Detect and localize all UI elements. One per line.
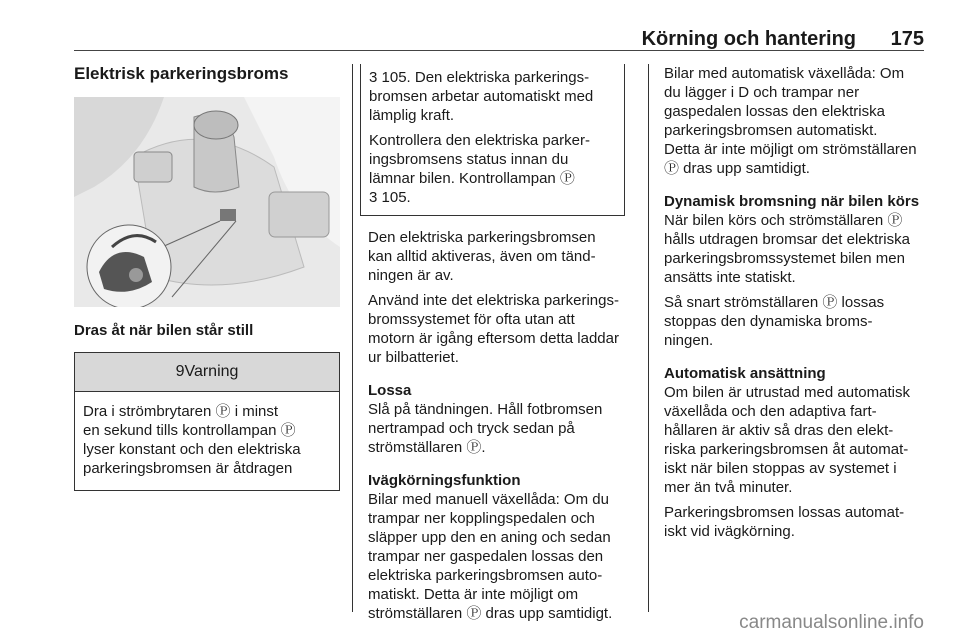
text-line: nertrampad och tryck sedan på (368, 420, 575, 437)
column-3 (664, 64, 926, 547)
section-dynamisk-bromsning (664, 192, 926, 350)
text-line: När bilen körs och strömställaren Ⓟ (664, 212, 903, 229)
subsection-heading: Automatisk ansättning (664, 365, 826, 382)
header-rule (74, 50, 924, 51)
text-line: motorn är igång eftersom detta laddar (368, 330, 619, 347)
section-lossa (368, 381, 632, 457)
note-line: ingsbromsens status innan du (369, 151, 569, 168)
text-line: mer än två minuter. (664, 479, 793, 496)
text-line: gaspedalen lossas den elektriska (664, 103, 885, 120)
text-line: trampar ner gaspedalen lossas den (368, 548, 604, 565)
text-line: Detta är inte möjligt om strömställaren (664, 141, 917, 158)
text-line: elektriska parkeringsbromsen auto- (368, 567, 603, 584)
warning-header (75, 353, 339, 392)
paragraph (664, 383, 926, 497)
column-2 (368, 66, 632, 629)
warning-line: en sekund tills kontrollampan Ⓟ (83, 422, 296, 439)
paragraph (368, 291, 632, 367)
note-line: lämnar bilen. Kontrollampan Ⓟ (369, 170, 575, 187)
note-line: 3 105. (369, 189, 411, 206)
text-line: hålls utdragen bromsar det elektriska (664, 231, 910, 248)
text-line: Parkeringsbromsen lossas automat- (664, 504, 905, 521)
column-divider-2 (648, 64, 649, 612)
text-line: Bilar med manuell växellåda: Om du (368, 491, 609, 508)
section-automatisk-ansattning (664, 364, 926, 541)
note-line: Kontrollera den elektriska parker- (369, 132, 590, 149)
page-header-title: Körning och hantering (641, 28, 856, 50)
text-line: strömställaren Ⓟ dras upp samtidigt. (368, 605, 613, 622)
section-ivagkorning (368, 471, 632, 623)
note-line: 3 105. Den elektriska parkerings- (369, 69, 590, 86)
parking-brake-illustration (74, 97, 340, 307)
text-line: matiskt. Detta är inte möjligt om (368, 586, 579, 603)
subsection-heading: Ivägkörningsfunktion (368, 472, 521, 489)
paragraph (368, 400, 632, 457)
paragraph (664, 293, 926, 350)
paragraph (664, 503, 926, 541)
text-line: Så snart strömställaren Ⓟ lossas (664, 294, 885, 311)
note-line: bromsen arbetar automatiskt med (369, 88, 594, 105)
text-line: växellåda och den adaptiva fart- (664, 403, 877, 420)
figure-caption: Dras åt när bilen står still (74, 322, 254, 339)
paragraph (368, 228, 632, 285)
warning-body (75, 392, 339, 490)
warning-label: Varning (184, 363, 239, 380)
column-1 (74, 64, 340, 491)
text-line: släpper upp den en aning och sedan (368, 529, 611, 546)
paragraph (368, 490, 632, 623)
text-line: hållaren är aktiv så dras den elekt- (664, 422, 894, 439)
text-line: Den elektriska parkeringsbromsen (368, 229, 596, 246)
text-line: Ⓟ dras upp samtidigt. (664, 160, 810, 177)
text-line: stoppas den dynamiska broms- (664, 313, 873, 330)
note-line: lämplig kraft. (369, 107, 455, 124)
text-line: ningen. (664, 332, 714, 349)
text-line: bromssystemet för ofta utan att (368, 311, 575, 328)
section-heading: Elektrisk parkeringsbroms (74, 64, 289, 83)
page-number: 175 (890, 28, 924, 50)
text-line: du lägger i D och trampar ner (664, 84, 860, 101)
text-line: ningen är av. (368, 267, 454, 284)
text-line: parkeringsbromssystemet bilen men (664, 250, 905, 267)
text-line: Om bilen är utrustad med automatisk (664, 384, 910, 401)
text-line: Slå på tändningen. Håll fotbromsen (368, 401, 603, 418)
paragraph (664, 64, 926, 178)
text-line: iskt när bilen stoppas av systemet i (664, 460, 897, 477)
subsection-heading: Lossa (368, 382, 412, 399)
text-line: trampar ner kopplingspedalen och (368, 510, 595, 527)
text-line: parkeringsbromsen automatiskt. (664, 122, 878, 139)
text-line: ansätts inte statiskt. (664, 269, 796, 286)
text-line: kan alltid aktiveras, även om tänd- (368, 248, 596, 265)
warning-continuation-box (360, 64, 625, 216)
text-line: strömställaren Ⓟ. (368, 439, 486, 456)
column-divider-1 (352, 64, 353, 612)
warning-line: Dra i strömbrytaren Ⓟ i minst (83, 403, 279, 420)
text-line: Bilar med automatisk växellåda: Om (664, 65, 905, 82)
text-line: ur bilbatteriet. (368, 349, 459, 366)
warning-line: lyser konstant och den elektriska (83, 441, 301, 458)
warning-line: parkeringsbromsen är åtdragen (83, 460, 293, 477)
text-line: riska parkeringsbromsen åt automat- (664, 441, 909, 458)
text-line: Använd inte det elektriska parkerings- (368, 292, 619, 309)
paragraph (664, 211, 926, 287)
warning-box (74, 352, 340, 491)
warning-icon: 9 (175, 363, 185, 380)
site-watermark: carmanualsonline.info (739, 612, 924, 633)
text-line: iskt vid ivägkörning. (664, 523, 795, 540)
subsection-heading: Dynamisk bromsning när bilen körs (664, 193, 920, 210)
